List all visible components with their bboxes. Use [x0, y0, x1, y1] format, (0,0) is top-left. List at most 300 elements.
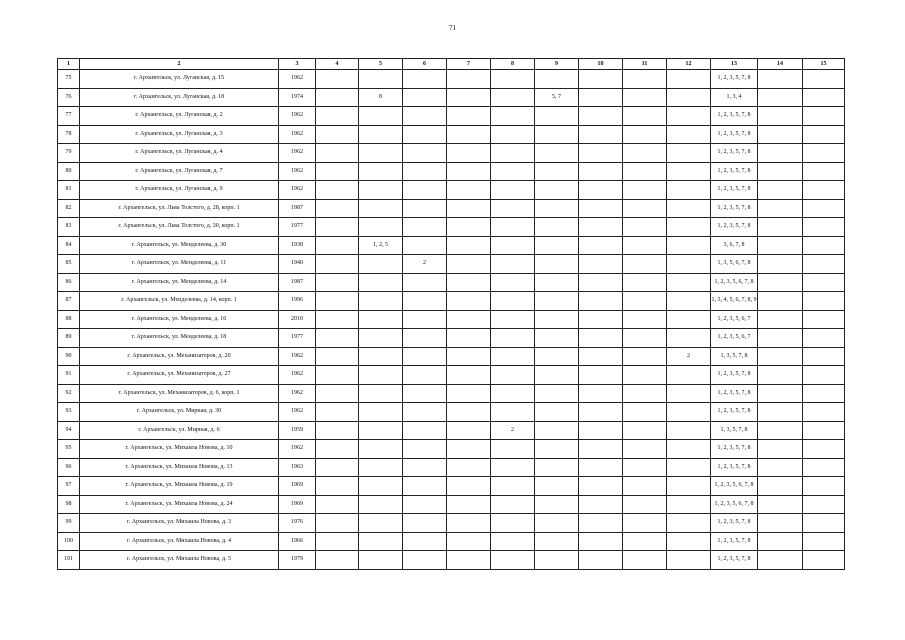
cell-col-15: [803, 218, 845, 237]
cell-col-6: [403, 292, 447, 311]
cell-col-8: [491, 514, 535, 533]
codes-cell: 1, 2, 3, 5, 7, 8: [711, 125, 758, 144]
cell-col-12: [667, 144, 711, 163]
cell-col-8: [491, 347, 535, 366]
cell-col-4: [316, 458, 359, 477]
cell-col-8: [491, 477, 535, 496]
row-number-cell: 81: [58, 181, 80, 200]
cell-col-7: [447, 70, 491, 89]
cell-col-5: [359, 366, 403, 385]
cell-col-14: [758, 551, 803, 570]
cell-col-4: [316, 181, 359, 200]
row-number-cell: 76: [58, 88, 80, 107]
cell-col-9: [535, 458, 579, 477]
cell-col-10: [579, 218, 623, 237]
cell-col-5: 1, 2, 5: [359, 236, 403, 255]
cell-col-6: [403, 532, 447, 551]
year-cell: 1938: [279, 236, 316, 255]
cell-col-10: [579, 495, 623, 514]
row-number-cell: 79: [58, 144, 80, 163]
codes-cell: 1, 2, 3, 5, 7, 8: [711, 384, 758, 403]
cell-col-7: [447, 551, 491, 570]
cell-col-5: [359, 384, 403, 403]
year-cell: 1963: [279, 458, 316, 477]
cell-col-14: [758, 532, 803, 551]
cell-col-15: [803, 477, 845, 496]
cell-col-15: [803, 236, 845, 255]
cell-col-6: [403, 70, 447, 89]
cell-col-10: [579, 144, 623, 163]
cell-col-10: [579, 107, 623, 126]
cell-col-14: [758, 495, 803, 514]
cell-col-4: [316, 440, 359, 459]
row-number-cell: 98: [58, 495, 80, 514]
cell-col-11: [623, 551, 667, 570]
year-cell: 1977: [279, 329, 316, 348]
row-number-cell: 96: [58, 458, 80, 477]
row-number-cell: 77: [58, 107, 80, 126]
cell-col-10: [579, 532, 623, 551]
row-number-cell: 80: [58, 162, 80, 181]
column-header-9: 9: [535, 59, 579, 70]
row-number-cell: 85: [58, 255, 80, 274]
cell-col-4: [316, 236, 359, 255]
codes-cell: 1, 2, 3, 5, 7, 8: [711, 458, 758, 477]
address-cell: г. Архангельск, ул. Менделеева, д. 14, корп. 1: [80, 292, 279, 311]
row-number-cell: 100: [58, 532, 80, 551]
cell-col-5: [359, 273, 403, 292]
year-cell: 1969: [279, 477, 316, 496]
cell-col-5: [359, 440, 403, 459]
address-cell: г. Архангельск, ул. Луганская, д. 9: [80, 181, 279, 200]
cell-col-5: [359, 292, 403, 311]
cell-col-15: [803, 384, 845, 403]
column-header-5: 5: [359, 59, 403, 70]
cell-col-14: [758, 162, 803, 181]
cell-col-6: [403, 440, 447, 459]
cell-col-10: [579, 551, 623, 570]
cell-col-4: [316, 144, 359, 163]
cell-col-4: [316, 88, 359, 107]
cell-col-14: [758, 310, 803, 329]
cell-col-4: [316, 347, 359, 366]
cell-col-5: [359, 347, 403, 366]
cell-col-15: [803, 70, 845, 89]
cell-col-9: [535, 255, 579, 274]
cell-col-12: 2: [667, 347, 711, 366]
cell-col-12: [667, 236, 711, 255]
table-row: [58, 88, 845, 107]
row-number-cell: 88: [58, 310, 80, 329]
cell-col-15: [803, 107, 845, 126]
year-cell: 1976: [279, 514, 316, 533]
header-row: [58, 59, 845, 70]
cell-col-6: [403, 144, 447, 163]
cell-col-14: [758, 125, 803, 144]
year-cell: 1962: [279, 440, 316, 459]
year-cell: 1940: [279, 255, 316, 274]
cell-col-5: [359, 329, 403, 348]
cell-col-7: [447, 458, 491, 477]
cell-col-5: [359, 70, 403, 89]
codes-cell: 1, 2, 3, 5, 7, 8: [711, 551, 758, 570]
cell-col-11: [623, 384, 667, 403]
column-header-4: 4: [316, 59, 359, 70]
cell-col-14: [758, 329, 803, 348]
cell-col-11: [623, 477, 667, 496]
table-row: [58, 292, 845, 311]
table-row: [58, 551, 845, 570]
cell-col-6: [403, 107, 447, 126]
cell-col-5: 8: [359, 88, 403, 107]
table-row: [58, 329, 845, 348]
year-cell: 1987: [279, 273, 316, 292]
cell-col-15: [803, 144, 845, 163]
cell-col-5: [359, 107, 403, 126]
address-cell: г. Архангельск, ул. Механизаторов, д. 6, корп. 1: [80, 384, 279, 403]
address-cell: г. Архангельск, ул. Михаила Новова, д. 13: [80, 458, 279, 477]
cell-col-7: [447, 495, 491, 514]
codes-cell: 1, 2, 3, 5, 6, 7, 8: [711, 273, 758, 292]
table-row: [58, 218, 845, 237]
cell-col-8: [491, 236, 535, 255]
cell-col-12: [667, 292, 711, 311]
cell-col-5: [359, 514, 403, 533]
cell-col-12: [667, 199, 711, 218]
cell-col-10: [579, 162, 623, 181]
codes-cell: 1, 2, 3, 5, 7, 8: [711, 403, 758, 422]
year-cell: 1987: [279, 199, 316, 218]
cell-col-7: [447, 88, 491, 107]
cell-col-9: [535, 310, 579, 329]
cell-col-8: [491, 255, 535, 274]
cell-col-7: [447, 199, 491, 218]
column-header-14: 14: [758, 59, 803, 70]
table-row: [58, 421, 845, 440]
cell-col-9: [535, 144, 579, 163]
cell-col-8: [491, 310, 535, 329]
row-number-cell: 83: [58, 218, 80, 237]
cell-col-4: [316, 162, 359, 181]
cell-col-9: [535, 366, 579, 385]
table-row: [58, 273, 845, 292]
address-cell: г. Архангельск, ул. Механизаторов, д. 27: [80, 366, 279, 385]
cell-col-10: [579, 255, 623, 274]
table-row: [58, 403, 845, 422]
cell-col-9: [535, 532, 579, 551]
cell-col-7: [447, 107, 491, 126]
cell-col-9: [535, 329, 579, 348]
row-number-cell: 101: [58, 551, 80, 570]
cell-col-8: [491, 532, 535, 551]
address-cell: г. Архангельск, ул. Луганская, д. 4: [80, 144, 279, 163]
cell-col-15: [803, 329, 845, 348]
cell-col-6: [403, 218, 447, 237]
page-number: 71: [449, 24, 456, 32]
codes-cell: 1, 3, 5, 6, 7, 8: [711, 255, 758, 274]
address-cell: г. Архангельск, ул. Луганская, д. 15: [80, 70, 279, 89]
cell-col-11: [623, 440, 667, 459]
cell-col-8: [491, 403, 535, 422]
cell-col-5: [359, 403, 403, 422]
cell-col-9: [535, 403, 579, 422]
cell-col-5: [359, 218, 403, 237]
cell-col-9: [535, 514, 579, 533]
table-row: [58, 107, 845, 126]
cell-col-7: [447, 236, 491, 255]
cell-col-10: [579, 273, 623, 292]
year-cell: 1962: [279, 181, 316, 200]
cell-col-9: [535, 421, 579, 440]
cell-col-5: [359, 162, 403, 181]
cell-col-12: [667, 329, 711, 348]
table-row: [58, 495, 845, 514]
codes-cell: 1, 3, 4, 5, 6, 7, 8, 9: [711, 292, 758, 311]
cell-col-9: [535, 125, 579, 144]
cell-col-5: [359, 458, 403, 477]
cell-col-12: [667, 495, 711, 514]
cell-col-9: [535, 495, 579, 514]
address-cell: г. Архангельск, ул. Михаила Новова, д. 19: [80, 477, 279, 496]
year-cell: 1962: [279, 366, 316, 385]
address-cell: г. Архангельск, ул. Льва Толстого, д. 30, корп. 1: [80, 218, 279, 237]
cell-col-14: [758, 403, 803, 422]
table-row: [58, 125, 845, 144]
cell-col-12: [667, 384, 711, 403]
cell-col-5: [359, 477, 403, 496]
cell-col-11: [623, 199, 667, 218]
cell-col-9: [535, 347, 579, 366]
year-cell: 1974: [279, 88, 316, 107]
cell-col-15: [803, 532, 845, 551]
cell-col-6: [403, 384, 447, 403]
cell-col-6: [403, 310, 447, 329]
cell-col-10: [579, 199, 623, 218]
address-cell: г. Архангельск, ул. Луганская, д. 18: [80, 88, 279, 107]
table-row: [58, 532, 845, 551]
cell-col-4: [316, 292, 359, 311]
cell-col-9: [535, 70, 579, 89]
cell-col-14: [758, 236, 803, 255]
cell-col-10: [579, 514, 623, 533]
codes-cell: 1, 2, 3, 5, 6, 7, 8: [711, 495, 758, 514]
cell-col-8: [491, 384, 535, 403]
cell-col-8: [491, 162, 535, 181]
cell-col-14: [758, 477, 803, 496]
cell-col-7: [447, 181, 491, 200]
cell-col-5: [359, 199, 403, 218]
cell-col-8: [491, 70, 535, 89]
cell-col-10: [579, 181, 623, 200]
cell-col-14: [758, 421, 803, 440]
cell-col-15: [803, 551, 845, 570]
cell-col-7: [447, 273, 491, 292]
cell-col-12: [667, 440, 711, 459]
cell-col-8: [491, 292, 535, 311]
codes-cell: 1, 3, 5, 7, 8: [711, 421, 758, 440]
cell-col-15: [803, 88, 845, 107]
row-number-cell: 97: [58, 477, 80, 496]
cell-col-15: [803, 458, 845, 477]
cell-col-10: [579, 329, 623, 348]
column-header-13: 13: [711, 59, 758, 70]
cell-col-10: [579, 88, 623, 107]
column-header-2: 2: [80, 59, 279, 70]
row-number-cell: 93: [58, 403, 80, 422]
codes-cell: 1, 3, 5, 7, 8: [711, 347, 758, 366]
cell-col-9: [535, 384, 579, 403]
cell-col-15: [803, 162, 845, 181]
cell-col-14: [758, 440, 803, 459]
cell-col-6: [403, 273, 447, 292]
cell-col-12: [667, 218, 711, 237]
cell-col-11: [623, 88, 667, 107]
table-row: [58, 514, 845, 533]
table-row: [58, 440, 845, 459]
table-row: [58, 366, 845, 385]
cell-col-5: [359, 310, 403, 329]
cell-col-12: [667, 532, 711, 551]
cell-col-15: [803, 347, 845, 366]
row-number-cell: 84: [58, 236, 80, 255]
table-row: [58, 458, 845, 477]
cell-col-6: [403, 88, 447, 107]
cell-col-7: [447, 532, 491, 551]
codes-cell: 1, 2, 3, 5, 6, 7, 8: [711, 477, 758, 496]
cell-col-4: [316, 70, 359, 89]
cell-col-8: [491, 273, 535, 292]
cell-col-15: [803, 514, 845, 533]
row-number-cell: 89: [58, 329, 80, 348]
address-cell: г. Архангельск, ул. Механизаторов, д. 20: [80, 347, 279, 366]
cell-col-4: [316, 532, 359, 551]
year-cell: 1959: [279, 421, 316, 440]
codes-cell: 1, 2, 3, 5, 7, 8: [711, 199, 758, 218]
cell-col-4: [316, 403, 359, 422]
cell-col-9: [535, 181, 579, 200]
cell-col-4: [316, 199, 359, 218]
cell-col-15: [803, 255, 845, 274]
address-cell: г. Архангельск, ул. Луганская, д. 7: [80, 162, 279, 181]
cell-col-11: [623, 458, 667, 477]
cell-col-12: [667, 70, 711, 89]
cell-col-7: [447, 144, 491, 163]
year-cell: 2010: [279, 310, 316, 329]
codes-cell: 1, 2, 3, 5, 7, 8: [711, 107, 758, 126]
cell-col-4: [316, 125, 359, 144]
cell-col-9: [535, 440, 579, 459]
cell-col-10: [579, 384, 623, 403]
year-cell: 1962: [279, 384, 316, 403]
cell-col-6: [403, 181, 447, 200]
cell-col-10: [579, 70, 623, 89]
cell-col-5: [359, 421, 403, 440]
cell-col-8: 2: [491, 421, 535, 440]
cell-col-6: [403, 329, 447, 348]
cell-col-10: [579, 421, 623, 440]
cell-col-7: [447, 292, 491, 311]
codes-cell: 1, 2, 3, 5, 7, 8: [711, 218, 758, 237]
year-cell: 1962: [279, 162, 316, 181]
cell-col-14: [758, 273, 803, 292]
codes-cell: 3, 6, 7, 8: [711, 236, 758, 255]
cell-col-4: [316, 495, 359, 514]
cell-col-6: [403, 458, 447, 477]
cell-col-11: [623, 532, 667, 551]
address-cell: г. Архангельск, ул. Михаила Новова, д. 4: [80, 532, 279, 551]
year-cell: 1977: [279, 218, 316, 237]
row-number-cell: 90: [58, 347, 80, 366]
cell-col-10: [579, 310, 623, 329]
cell-col-14: [758, 107, 803, 126]
cell-col-15: [803, 292, 845, 311]
column-header-12: 12: [667, 59, 711, 70]
cell-col-6: [403, 403, 447, 422]
cell-col-15: [803, 273, 845, 292]
cell-col-5: [359, 181, 403, 200]
row-number-cell: 99: [58, 514, 80, 533]
cell-col-14: [758, 458, 803, 477]
year-cell: 1962: [279, 107, 316, 126]
cell-col-9: [535, 273, 579, 292]
cell-col-9: [535, 236, 579, 255]
codes-cell: 1, 2, 3, 5, 7, 8: [711, 181, 758, 200]
cell-col-9: 5, 7: [535, 88, 579, 107]
table-row: [58, 310, 845, 329]
cell-col-6: [403, 347, 447, 366]
cell-col-8: [491, 107, 535, 126]
row-number-cell: 86: [58, 273, 80, 292]
cell-col-7: [447, 125, 491, 144]
year-cell: 1996: [279, 292, 316, 311]
cell-col-9: [535, 199, 579, 218]
cell-col-14: [758, 144, 803, 163]
cell-col-11: [623, 366, 667, 385]
cell-col-6: [403, 477, 447, 496]
cell-col-4: [316, 218, 359, 237]
cell-col-5: [359, 125, 403, 144]
table-row: [58, 70, 845, 89]
codes-cell: 1, 2, 3, 5, 7, 8: [711, 440, 758, 459]
cell-col-10: [579, 477, 623, 496]
cell-col-15: [803, 403, 845, 422]
table-row: [58, 384, 845, 403]
cell-col-6: [403, 199, 447, 218]
cell-col-11: [623, 310, 667, 329]
cell-col-9: [535, 107, 579, 126]
cell-col-11: [623, 181, 667, 200]
year-cell: 1962: [279, 70, 316, 89]
cell-col-9: [535, 477, 579, 496]
cell-col-7: [447, 421, 491, 440]
cell-col-11: [623, 107, 667, 126]
cell-col-11: [623, 162, 667, 181]
cell-col-11: [623, 70, 667, 89]
cell-col-11: [623, 347, 667, 366]
address-cell: г. Архангельск, ул. Льва Толстого, д. 28, корп. 1: [80, 199, 279, 218]
cell-col-14: [758, 199, 803, 218]
cell-col-6: [403, 421, 447, 440]
cell-col-12: [667, 477, 711, 496]
cell-col-11: [623, 495, 667, 514]
cell-col-4: [316, 421, 359, 440]
cell-col-4: [316, 477, 359, 496]
cell-col-9: [535, 292, 579, 311]
address-cell: г. Архангельск, ул. Мирная, д. 30: [80, 403, 279, 422]
cell-col-9: [535, 162, 579, 181]
cell-col-7: [447, 347, 491, 366]
cell-col-5: [359, 495, 403, 514]
